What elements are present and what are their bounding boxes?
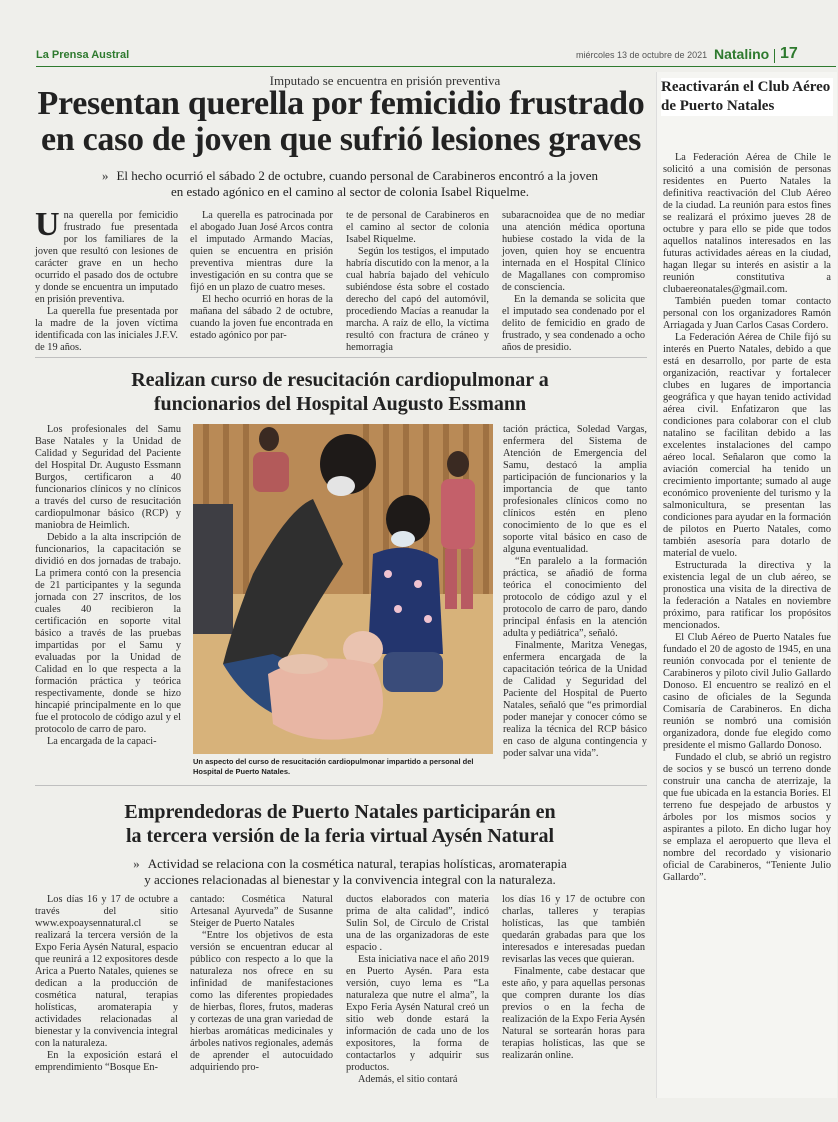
article1-col3-p2: Según los testigos, el imputado habría discutido con la menor, a la cual habría bajado del vehículo subiéndose ésta sobre el costado derecho del capó del automóvil, procediendo Macías a reanudar la marcha. A raíz de ello, la víctima resultó con fractura de cráneo y hemorragia	[346, 246, 489, 353]
article2-col2-p1: tación práctica, Soledad Vargas, enfermera del Sistema de Atención de Emergencia del Samu, destacó la amplia participación de funcionarios y la importancia de que tanto profesionales clínicos como no clínicos estén en pleno conocimiento de lo que es el soporte vital básico en caso de alguna eventualidad.	[503, 424, 647, 555]
sidebar-article	[656, 72, 837, 1098]
article3-column-3	[346, 894, 489, 1086]
article2-headline	[60, 368, 620, 416]
publication-name: La Prensa Austral	[36, 49, 130, 61]
article3-deck-line2: y acciones relacionadas al bienestar y la convivencia integral con la naturaleza.	[144, 872, 556, 887]
article3-column-1	[35, 894, 178, 1074]
article1-headline	[30, 86, 652, 158]
article2-headline-line2: funcionarios del Hospital Augusto Essmann	[153, 393, 527, 415]
article1-deck-line1: El hecho ocurrió el sábado 2 de octubre, cuando personal de Carabineros encontró a la joven	[116, 168, 599, 183]
article3-col1-p2: En la exposición estará el emprendimiento “Bosque En-	[35, 1050, 178, 1073]
article3-col3-p2: Esta iniciativa nace el año 2019 en Puerto Aysén. Para esta versión, cuyo lema es “La naturaleza que nutre el alma”, la Expo Feria Aysén Natural creó un sitio web donde estará la información de cada uno de los expositores, la forma de contactarlos y adquirir sus productos.	[346, 954, 489, 1073]
article1-column-1	[35, 206, 178, 354]
header-divider	[774, 49, 775, 63]
article3-headline	[60, 800, 620, 848]
article3-column-4	[502, 894, 645, 1062]
sidebar-p3: La Federación Aérea de Chile fijó su interés en Puerto Natales, debido a que está en desarrollo, por parte de esta organización, reactivar y fortalecer clubes en lugares de importancia geográfica y que hayan tenido actividad aérea civil. Enfatizaron que las condiciones para colaborar con el club natalino se facilitan debido a las excelentes instalaciones del campo aéreo local. Señalaron que como la aviación comercial ha tenido un crecimiento importante; sumado al auge económico proveniente del turismo y la salmonicultura, se presentan las condiciones para ayudar en la formación de pilotos en Puerto Natales, como también asesoría para dotarlo de material de vuelo.	[663, 332, 831, 559]
article3-headline-line1: Emprendedoras de Puerto Natales participarán en	[124, 801, 556, 823]
article1-kicker: Imputado se encuentra en prisión preventiva	[269, 73, 501, 88]
article2-headline-line1: Realizan curso de resucitación cardiopulmonar a	[131, 369, 549, 391]
article3-deck	[70, 856, 630, 888]
section-divider	[35, 785, 647, 786]
article1-col4-p2: En la demanda se solicita que el imputado sea condenado por el delito de femicidio en grado de frustrado, y sea condenado a ocho años de presidio.	[502, 294, 645, 353]
cpr-photo-illustration	[193, 424, 493, 754]
sidebar-p1: La Federación Aérea de Chile le solicitó a una comisión de personas residentes en Puerto Natales la definitiva reactivación del Club Aéreo de la ciudad. La reunión para estos fines se realizará el próximo jueves 28 de octubre y para ello se pide que todos aquellos natalinos interesados en las futuras actividades aéreas en la ciudad, hagan llegar su interés en asistir a la reunión constitutiva a clubaereonatales@gmail.com.	[663, 152, 831, 295]
photo-caption: Un aspecto del curso de resucitación cardiopulmonar impartido a personal del Hospital de Puerto Natales.	[193, 757, 474, 776]
sidebar-p2: También pueden tomar contacto personal con los organizadores Ramón Arriagada y Juan Carlos Casas Cordero.	[663, 296, 831, 331]
sidebar-body	[663, 152, 831, 884]
article3-col4-p1: los días 16 y 17 de octubre con charlas, talleres y terapias holísticas, las que también quedarán grabadas para que los interesados e interesadas puedan revisarlas las veces que quieran.	[502, 894, 645, 965]
sidebar-headline: Reactivarán el Club Aéreo de Puerto Natales	[661, 78, 833, 116]
article3-headline-line2: la tercera versión de la feria virtual Aysén Natural	[125, 825, 555, 847]
section-name: Natalino	[714, 46, 770, 62]
article2-col2-p2: “En paralelo a la formación práctica, se añadió de forma teórica el conocimiento del protocolo de código azul y el protocolo de carro de paro, dando principal énfasis en la atención adulta y pediátrica”, señaló.	[503, 556, 647, 639]
cpr-training-photo	[193, 424, 493, 754]
article3-deck-line1: Actividad se relaciona con la cosmética natural, terapias holísticas, aromaterapia	[147, 856, 567, 871]
chevron-right-icon: »	[101, 168, 109, 183]
article2-col2-p3: Finalmente, Maritza Venegas, enfermera encargada de la capacitación teórica de la Unidad de Calidad y Seguridad del Paciente del Hospital de Puerto Natales, señaló que “es primordial poder manejar y conocer cómo se realiza la técnica del RCP básico en caso de alguna contingencia y poder salvar una vida”.	[503, 640, 647, 759]
article3-col4-p2: Finalmente, cabe destacar que este año, y para aquellas personas que compren durante los días previos o en la fecha de realización de la Expo Feria Aysén Natural se sortearán horas para terapias holísticas, las que se realizarán online.	[502, 966, 645, 1061]
article2-col1-p3: La encargada de la capaci-	[47, 736, 157, 747]
issue-date: miércoles 13 de octubre de 2021	[576, 50, 708, 60]
sidebar-p5: El Club Aéreo de Puerto Natales fue fundado el 20 de agosto de 1945, en una reunión convocada por el teniente de Carabineros y piloto civil Julio Gallardo Donoso. El encuentro se realizó en el casino de oficiales de la Segunda Comisaría de Carabineros. En dicha reunión se nombró una comisión organizadora, donde fue elegido como presidente el mismo Gallardo Donoso.	[663, 632, 831, 751]
page-header	[0, 44, 838, 68]
article1-col2-p1: La querella es patrocinada por el abogado Juan José Arcos contra el imputado Armando Macías, quien se encuentra en prisión preventiva mientras dure la investigación en su contra que se fijó en un plazo de cuatro meses.	[190, 210, 333, 293]
article1-col1-p2: La querella fue presentada por la madre de la joven víctima identificada con las iniciales J.F.V. de 19 años.	[35, 306, 178, 353]
page-number: 17	[780, 45, 798, 62]
article1-deck-line2: en estado agónico en el camino al sector de colonia Isabel Riquelme.	[170, 184, 530, 199]
article1-column-4	[502, 210, 645, 354]
article1-headline-line2: en caso de joven que sufrió lesiones graves	[40, 121, 641, 158]
article3-column-2	[190, 894, 333, 1074]
dropcap: U	[35, 206, 60, 243]
article1-deck	[70, 168, 630, 200]
article1-column-3	[346, 210, 489, 354]
article3-col3-p3: Además, el sitio contará	[358, 1074, 458, 1085]
article1-col2-p2: El hecho ocurrió en horas de la mañana del sábado 2 de octubre, cuando la joven fue encontrada en estado agónico por par-	[190, 294, 333, 341]
sidebar-p6: Fundado el club, se abrió un registro de socios y se buscó un terreno donde construir una cancha de aterrizaje, la que fue ubicada en la estancia Bories. El terreno fue despejado de arbustos y árboles por los mismos socios y aspirantes a piloto. En dicho lugar hoy se emplaza el aeropuerto que lleva el nombre del recordado y visionario oficial de Carabineros, “Teniente Julio Gallardo”.	[663, 752, 831, 883]
section-divider	[35, 357, 647, 358]
article2-column-2	[503, 424, 647, 760]
article1-col4-p1: subaracnoidea que de no mediar una atención médica oportuna hubiese costado la vida de la joven, quien hoy se encuentra internada en el Hospital Clínico de Magallanes con compromiso de consciencia.	[502, 210, 645, 293]
article1-column-2	[190, 210, 333, 342]
article1-col1-p1: na querella por femicidio frustrado fue presentada por los familiares de la joven que resultó con lesiones de carácter grave en un hecho ocurrido el pasado dos de octubre y donde se encuentra un imputado en prisión preventiva.	[35, 210, 178, 305]
article3-col1-p1: Los días 16 y 17 de octubre a través del sitio www.expoaysennatural.cl se realizará la tercera versión de la Expo Feria Aysén Natural, espacio que reunirá a 12 expositores desde Arica a Puerto Natales, quienes se dedican a la producción de cosmética natural, terapias holísticas, aromaterapia y actividades relacionadas al bienestar y la convivencia integral con la naturaleza.	[35, 894, 178, 1049]
article3-col2-p1: cantado: Cosmética Natural Artesanal Ayurveda” de Susanne Steiger de Puerto Natales	[190, 894, 333, 929]
article2-col1-p2: Debido a la alta inscripción de funcionarios, la capacitación se dividió en dos jornadas de trabajo. La primera contó con la presencia de 21 participantes y la segunda jornada con 27 inscritos, de los cuales 40 recibieron la certificación en soporte vital básico a través de las pruebas impartidas por el Samu y evaluadas por la Unidad de Calidad en lo que respecta a la formación práctica y teórica respectivamente, donde se hizo hincapié principalmente en lo que fue el protocolo de código azul y el protocolo de carro de paro.	[35, 532, 181, 735]
article2-col1-p1: Los profesionales del Samu Base Natales y la Unidad de Calidad y Seguridad del Paciente del Hospital Dr. Augusto Essmann Burgos, certificaron a 40 funcionarios clínicos y no clínicos a través del curso de resucitación cardiopulmonar básico (RCP) y maniobra de Heimlich.	[35, 424, 181, 531]
sidebar-p4: Estructurada la directiva y la existencia legal de un club aéreo, se pronostica una visita de la directiva de la federación a Natales en noviembre próximo, para ratificar los propósitos mencionados.	[663, 560, 831, 631]
article1-headline-line1: Presentan querella por femicidio frustrado	[37, 85, 645, 122]
chevron-right-icon: »	[133, 856, 140, 871]
article2-column-1	[35, 424, 181, 748]
article3-col2-p2: “Entre los objetivos de esta versión se encuentran educar al público con respecto a lo que la naturaleza nos ofrece en su infinidad de manifestaciones como las diferentes propiedades de hierbas, flores, frutos, maderas y cortezas de una gran variedad de hierbas aromáticas medicinales y árboles nativos regionales, además de aprender el autocuidado adquiriendo pro-	[190, 930, 333, 1073]
article3-col3-p1: ductos elaborados con materia prima de alta calidad”, indicó Sulin Sol, de Círculo de Cristal una de las organizadoras de este espacio .	[346, 894, 489, 953]
article1-col3-p1: te de personal de Carabineros en el camino al sector de colonia Isabel Riquelme.	[346, 210, 489, 245]
header-rule	[36, 66, 836, 67]
